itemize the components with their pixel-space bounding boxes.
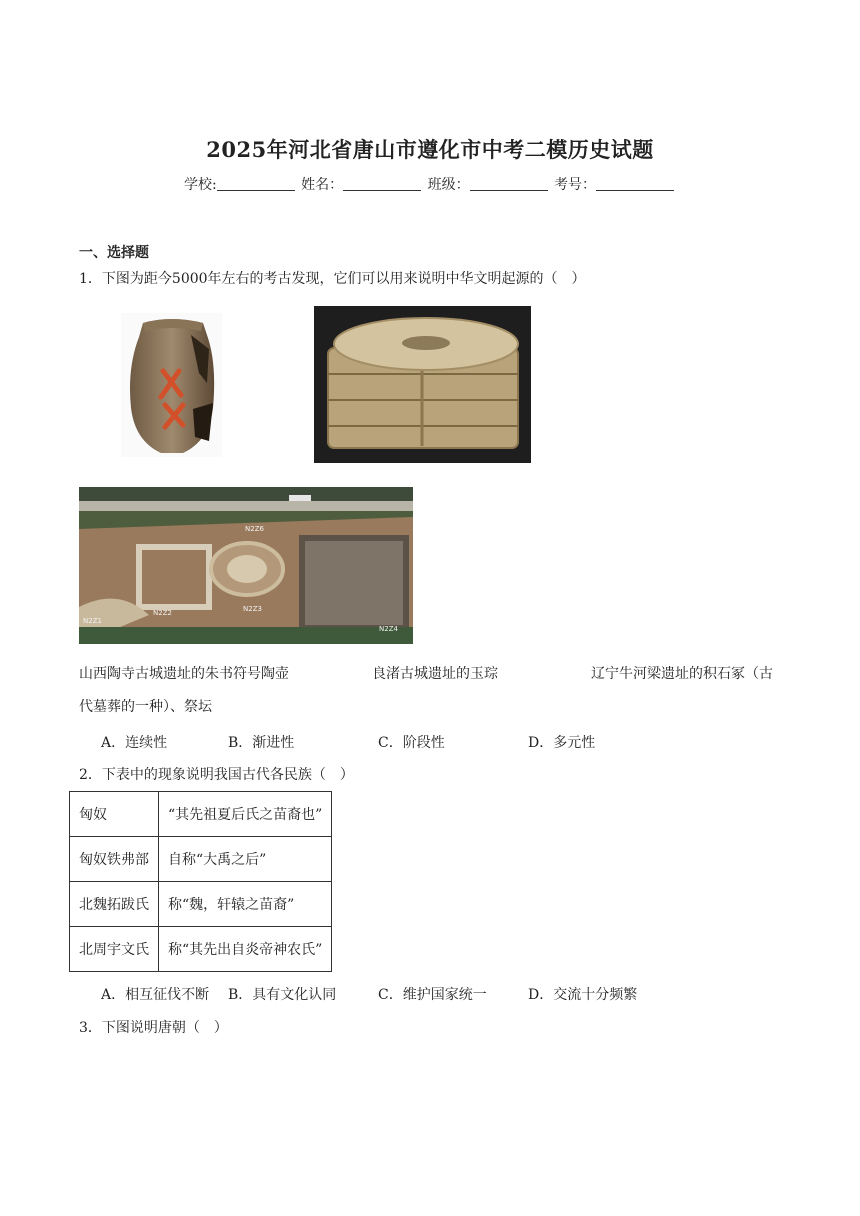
name-blank[interactable] [343, 176, 421, 191]
section-heading: 一、选择题 [79, 245, 149, 261]
site-label-n2z3: N2Z3 [243, 605, 262, 613]
exam-no-label: 考号： [554, 177, 597, 193]
table-cell: 称“魏，轩辕之苗裔” [159, 882, 332, 927]
caption-niuheliang-cont: 代墓葬的一种）、祭坛 [79, 699, 212, 715]
table-row [70, 882, 332, 927]
class-blank[interactable] [470, 176, 548, 191]
class-label: 班级： [427, 177, 470, 193]
q1-option-c[interactable]: C．阶段性 [378, 735, 445, 751]
q2-option-a[interactable]: A．相互征伐不断 [101, 987, 210, 1003]
q2-option-b[interactable]: B．具有文化认同 [228, 987, 337, 1003]
question-3-stem: 3．下图说明唐朝（ ） [79, 1020, 228, 1036]
table-cell: 匈奴 [70, 792, 159, 837]
question-1-stem: 1．下图为距今5000年左右的考古发现，它们可以用来说明中华文明起源的（ ） [79, 271, 586, 287]
jade-cong-image [314, 306, 531, 463]
site-label-n2z2: N2Z2 [153, 609, 172, 617]
student-info-line [0, 174, 860, 194]
pottery-pot-image [121, 313, 222, 457]
table-cell: 称“其先出自炎帝神农氏” [159, 927, 332, 972]
table-cell: 北周宇文氏 [70, 927, 159, 972]
ethnic-origin-table [69, 791, 332, 972]
table-row [70, 927, 332, 972]
school-label: 学校: [183, 177, 217, 193]
name-label: 姓名： [301, 177, 344, 193]
school-blank[interactable] [217, 176, 295, 191]
q1-option-b[interactable]: B．渐进性 [228, 735, 295, 751]
caption-niuheliang: 辽宁牛河梁遗址的积石冢（古 [591, 666, 773, 682]
site-label-n2z1: N2Z1 [83, 617, 102, 625]
table-cell: 匈奴铁弗部 [70, 837, 159, 882]
q2-option-d[interactable]: D．交流十分频繁 [528, 987, 638, 1003]
caption-jade-cong: 良渚古城遗址的玉琮 [372, 666, 498, 682]
site-label-n2z6: N2Z6 [245, 525, 264, 533]
table-cell: 北魏拓跋氏 [70, 882, 159, 927]
table-cell: “其先祖夏后氏之苗裔也” [159, 792, 332, 837]
niuheliang-site-image [79, 487, 413, 644]
q1-option-a[interactable]: A．连续性 [101, 735, 168, 751]
table-row [70, 837, 332, 882]
table-row [70, 792, 332, 837]
table-cell: 自称“大禹之后” [159, 837, 332, 882]
q2-option-c[interactable]: C．维护国家统一 [378, 987, 487, 1003]
q1-option-d[interactable]: D．多元性 [528, 735, 596, 751]
site-label-n2z4: N2Z4 [379, 625, 398, 633]
page-title: 2025年河北省唐山市遵化市中考二模历史试题 [206, 137, 654, 162]
caption-pottery: 山西陶寺古城遗址的朱书符号陶壶 [79, 666, 289, 682]
exam-no-blank[interactable] [596, 176, 674, 191]
question-2-stem: 2．下表中的现象说明我国古代各民族（ ） [79, 767, 354, 783]
